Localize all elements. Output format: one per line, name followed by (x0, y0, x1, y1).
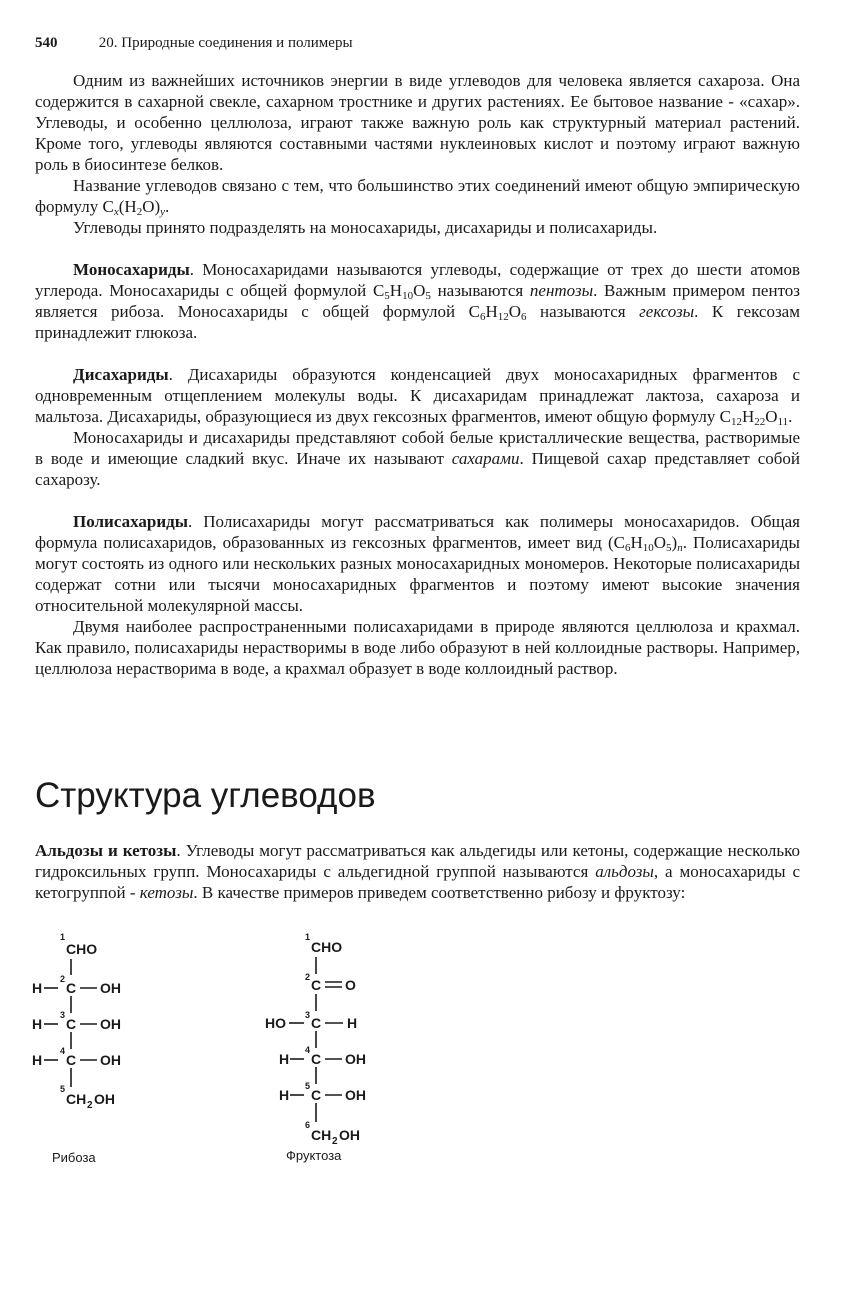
svg-text:2: 2 (87, 1100, 93, 1111)
svg-text:H: H (32, 980, 43, 996)
svg-text:C: C (66, 1016, 77, 1032)
svg-text:1: 1 (305, 932, 311, 942)
svg-text:2: 2 (332, 1136, 338, 1145)
svg-text:C: C (66, 1052, 77, 1068)
svg-text:OH: OH (100, 1052, 121, 1068)
ribose-caption: Рибоза (52, 1150, 96, 1165)
svg-text:2: 2 (305, 972, 311, 982)
disaccharides-paragraph: Дисахариды. Дисахариды образуются конденсацией двух моносахаридных фрагментов с одновременным отщеплением молекулы воды. К дисахаридам принадлежат лактоза, сахароза и мальтоза. Дисахариды, образующиеся из двух гексозных фрагментов, имеют общую формулу $C_{12}H_{22}O_{11}$. (35, 365, 800, 428)
svg-text:C: C (311, 1087, 322, 1103)
aldoses-ketoses-paragraph: Альдозы и кетозы. Углеводы могут рассматриваться как альдегиды или кетоны, содержащие несколько гидроксильных групп. Моносахариды с альдегидной группой называются альдозы, а моносахариды с кетогруппой - кетозы. В качестве примеров приведем соответственно рибозу и фруктозу: (35, 841, 800, 902)
svg-text:OH: OH (345, 1051, 366, 1067)
fructose-structure (262, 930, 402, 1145)
intro-paragraph-1: Одним из важнейших источников энергии в виде углеводов для человека является сахароза. Она содержится в сахарной свекле, сахарном тростнике и других растениях. Ее бытовое название - «сахар». Углеводы, и особенно целлюлоза, играют также важную роль как структурный материал растений. Кроме того, углеводы являются составными частями нуклеиновых кислот и поэтому играют важную роль в биосинтезе белков. (35, 71, 800, 174)
svg-text:OH: OH (345, 1087, 366, 1103)
running-title: 20. Природные соединения и полимеры (98, 35, 353, 51)
svg-text:HO: HO (265, 1015, 286, 1031)
svg-text:6: 6 (305, 1120, 311, 1130)
svg-text:C: C (311, 1051, 322, 1067)
svg-text:5: 5 (305, 1081, 311, 1091)
monosaccharides-paragraph: Моносахариды. Моносахаридами называются углеводы, содержащие от трех до шести атомов углерода. Моносахариды с общей формулой $C_5H_{10}O_5$ называются пентозы. Важным примером пентоз является рибоза. Моносахариды с общей формулой $C_6H_{12}O_6$ называются гексозы. К гексозам принадлежит глюкоза. (35, 260, 800, 342)
polysaccharides-paragraph: Полисахариды. Полисахариды могут рассматриваться как полимеры моносахаридов. Общая формула полисахаридов, образованных из гексозных фрагментов, имеет вид $(C_6H_{10}O_5)_n$. Полисахариды могут состоять из одного или нескольких разных моносахаридных мономеров. Некоторые полисахариды содержат сотни или тысячи моносахаридных фрагментов и поэтому имеют высокие значения относительной молекулярной массы. (35, 512, 800, 615)
svg-text:C: C (66, 980, 77, 996)
svg-text:OH: OH (94, 1091, 115, 1107)
svg-text:1: 1 (60, 932, 66, 942)
svg-text:4: 4 (305, 1045, 311, 1055)
page-number: 540 (35, 35, 58, 51)
svg-text:4: 4 (60, 1046, 66, 1056)
svg-text:OH: OH (100, 980, 121, 996)
svg-text:CH: CH (311, 1127, 332, 1143)
svg-text:O: O (345, 977, 356, 993)
svg-text:H: H (279, 1087, 290, 1103)
fructose-caption: Фруктоза (286, 1148, 342, 1163)
intro-paragraph-2: Название углеводов связано с тем, что большинство этих соединений имеют общую эмпирическую формулу $C_x(H_2O)_y$. (35, 176, 800, 218)
svg-text:C: C (311, 1015, 322, 1031)
svg-text:3: 3 (305, 1010, 311, 1020)
svg-text:CHO: CHO (311, 939, 343, 955)
svg-text:5: 5 (60, 1084, 66, 1094)
svg-text:CHO: CHO (66, 941, 98, 957)
svg-text:2: 2 (60, 974, 66, 984)
section-heading: Структура углеводов (35, 776, 376, 815)
page-header (35, 35, 815, 52)
svg-text:H: H (32, 1052, 43, 1068)
sugars-paragraph: Моносахариды и дисахариды представляют собой белые кристаллические вещества, растворимые в воде и имеющие сладкий вкус. Иначе их называют сахарами. Пищевой сахар представляет собой сахарозу. (35, 428, 801, 489)
body-text (35, 70, 800, 679)
svg-text:OH: OH (100, 1016, 121, 1032)
svg-text:H: H (279, 1051, 290, 1067)
aldoses-ketoses-text (35, 840, 800, 903)
ribose-structure (30, 930, 170, 1140)
svg-text:C: C (311, 977, 322, 993)
svg-text:3: 3 (60, 1010, 66, 1020)
cellulose-paragraph: Двумя наиболее распространенными полисахаридами в природе являются целлюлоза и крахмал. Как правило, полисахариды нерастворимы в воде либо образуют в ней коллоидные растворы. Например, целлюлоза нерастворима в воде, а крахмал образует в воде коллоидный раствор. (35, 617, 800, 678)
svg-text:CH: CH (66, 1091, 87, 1107)
svg-text:H: H (347, 1015, 358, 1031)
intro-paragraph-3: Углеводы принято подразделять на моносахариды, дисахариды и полисахариды. (73, 218, 658, 237)
svg-text:H: H (32, 1016, 43, 1032)
svg-text:OH: OH (339, 1127, 360, 1143)
